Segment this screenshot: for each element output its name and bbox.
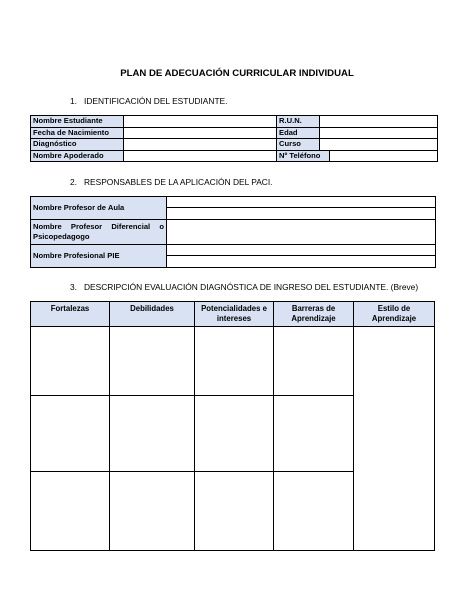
- birth-date-field[interactable]: [124, 127, 277, 139]
- table-row: [31, 150, 438, 162]
- header-weaknesses: Debilidades: [110, 302, 195, 327]
- section-2-title: RESPONSABLES DE LA APLICACIÓN DEL PACI.: [84, 177, 273, 187]
- student-name-label: Nombre Estudiante: [31, 116, 124, 128]
- responsibles-table: [30, 196, 436, 268]
- diagnostic-evaluation-table: [30, 301, 435, 551]
- pie-professional-field[interactable]: [167, 245, 436, 268]
- guardian-name-field[interactable]: [124, 150, 277, 162]
- grade-label: Curso: [277, 139, 320, 151]
- barriers-cell[interactable]: [274, 472, 354, 551]
- strengths-cell[interactable]: [31, 472, 110, 551]
- special-teacher-label: Nombre Profesor Diferencial o Psicopedagogo: [31, 220, 167, 245]
- classroom-teacher-field[interactable]: [167, 197, 436, 220]
- special-teacher-field[interactable]: [167, 220, 436, 245]
- diagnosis-field[interactable]: [124, 139, 277, 151]
- potentials-cell[interactable]: [195, 327, 274, 396]
- diagnosis-label: Diagnóstico: [31, 139, 124, 151]
- grade-field[interactable]: [320, 139, 438, 151]
- document-title: PLAN DE ADECUACIÓN CURRICULAR INDIVIDUAL: [120, 68, 354, 79]
- potentials-cell[interactable]: [195, 472, 274, 551]
- barriers-cell[interactable]: [274, 327, 354, 396]
- section-2-number: 2.: [70, 177, 77, 187]
- section-3-heading: [70, 282, 418, 292]
- header-learning-style: Estilo de Aprendizaje: [354, 302, 435, 327]
- student-identification-table: [30, 115, 438, 162]
- strengths-cell[interactable]: [31, 327, 110, 396]
- header-potentials: Potencialidades e intereses: [195, 302, 274, 327]
- learning-style-cell[interactable]: [354, 327, 435, 551]
- phone-field[interactable]: [330, 150, 438, 162]
- section-2-heading: [70, 177, 273, 187]
- table-row: [31, 116, 438, 128]
- student-name-field[interactable]: [124, 116, 277, 128]
- weaknesses-cell[interactable]: [110, 396, 195, 472]
- potentials-cell[interactable]: [195, 396, 274, 472]
- age-label: Edad: [277, 127, 320, 139]
- section-1-number: 1.: [70, 96, 77, 106]
- table-row: [31, 245, 436, 268]
- run-field[interactable]: [320, 116, 438, 128]
- strengths-cell[interactable]: [31, 396, 110, 472]
- table-row: [31, 327, 435, 396]
- header-barriers: Barreras de Aprendizaje: [274, 302, 354, 327]
- table-row: [31, 302, 435, 327]
- table-row: [31, 139, 438, 151]
- section-3-title: DESCRIPCIÓN EVALUACIÓN DIAGNÓSTICA DE INGRESO DEL ESTUDIANTE. (Breve): [84, 282, 419, 292]
- guardian-name-label: Nombre Apoderado: [31, 150, 124, 162]
- weaknesses-cell[interactable]: [110, 327, 195, 396]
- table-row: [31, 197, 436, 220]
- phone-label: Nº Teléfono: [277, 150, 330, 162]
- age-field[interactable]: [320, 127, 438, 139]
- barriers-cell[interactable]: [274, 396, 354, 472]
- table-row: [31, 220, 436, 245]
- section-1-title: IDENTIFICACIÓN DEL ESTUDIANTE.: [84, 96, 228, 106]
- run-label: R.U.N.: [277, 116, 320, 128]
- section-1-heading: [70, 96, 227, 106]
- table-row: [31, 127, 438, 139]
- pie-professional-label: Nombre Profesional PIE: [31, 245, 167, 268]
- section-3-number: 3.: [70, 282, 77, 292]
- classroom-teacher-label: Nombre Profesor de Aula: [31, 197, 167, 220]
- weaknesses-cell[interactable]: [110, 472, 195, 551]
- birth-date-label: Fecha de Nacimiento: [31, 127, 124, 139]
- header-strengths: Fortalezas: [31, 302, 110, 327]
